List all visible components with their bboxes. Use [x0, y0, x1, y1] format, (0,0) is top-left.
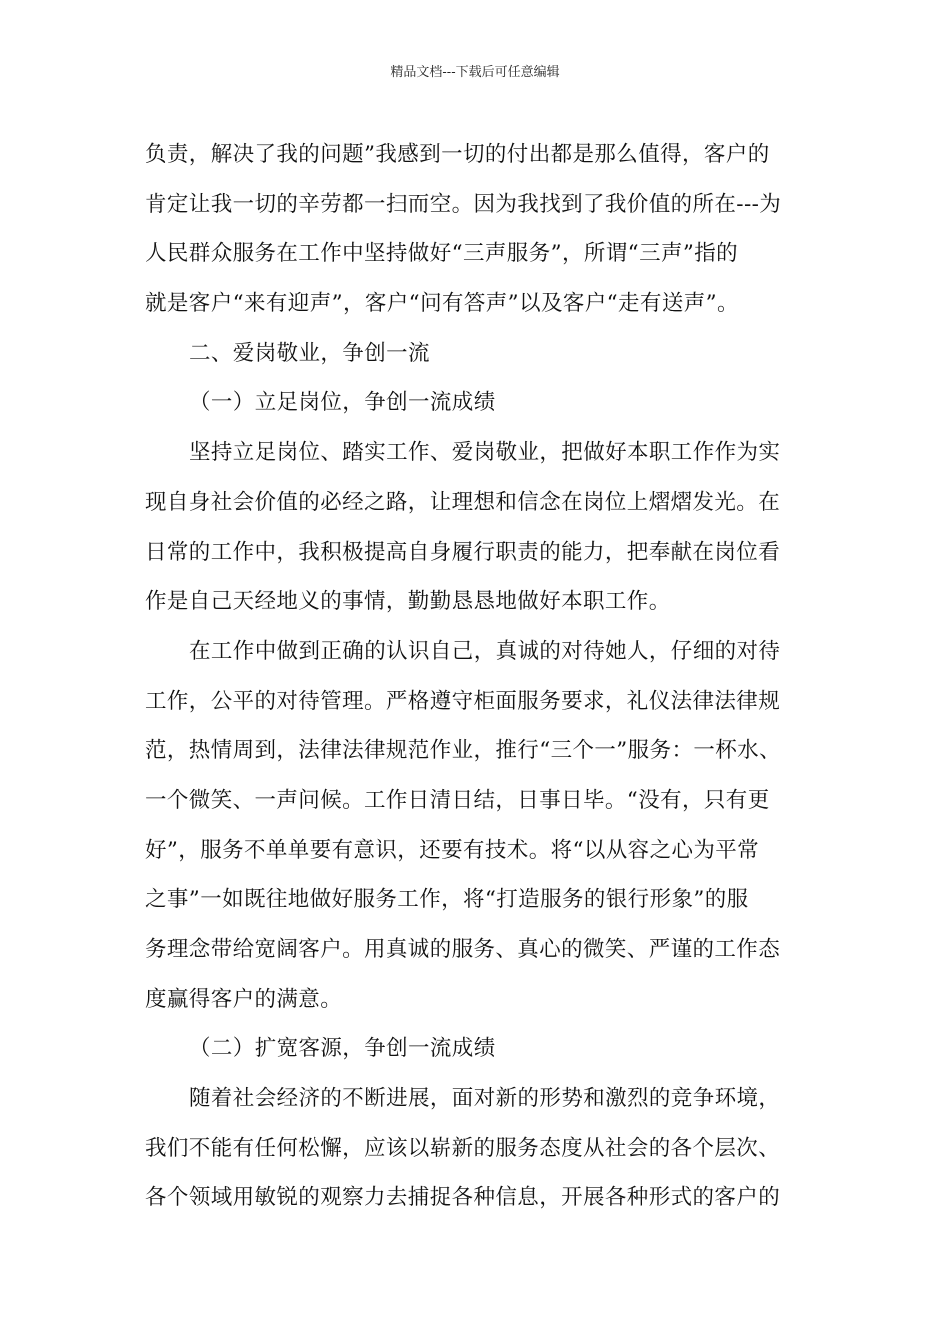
body-line: 务理念带给宽阔客户。用真诚的服务、真心的微笑、严谨的工作态 — [145, 937, 781, 962]
body-line: 随着社会经济的不断进展，面对新的形势和激烈的竞争环境， — [189, 1086, 781, 1112]
body-line: 度赢得客户的满意。 — [145, 986, 343, 1012]
page-header: 精品文档---下载后可任意编辑 — [390, 65, 560, 80]
body-line: 范，热情周到，法律法律规范作业，推行“三个一”服务：一杯水、 — [145, 738, 781, 764]
document-body — [145, 130, 825, 1223]
body-line: 人民群众服务在工作中坚持做好“三声服务”，所谓“三声”指的 — [145, 241, 739, 267]
body-line: 在工作中做到正确的认识自己，真诚的对待她人，仔细的对待 — [189, 638, 781, 664]
body-line: 就是客户“来有迎声”，客户“问有答声”以及客户“走有送声”。 — [145, 291, 739, 317]
body-line: 日常的工作中，我积极提高自身履行职责的能力，把奉献在岗位看 — [145, 539, 781, 565]
body-line: 工作，公平的对待管理。严格遵守柜面服务要求，礼仪法律法律规 — [145, 688, 781, 714]
section-heading: 二、爱岗敬业，争创一流 — [189, 340, 430, 366]
subsection-heading: （二）扩宽客源，争创一流成绩 — [189, 1036, 496, 1062]
body-line: 各个领域用敏锐的观察力去捕捉各种信息，开展各种形式的客户的 — [145, 1185, 781, 1211]
body-line: 坚持立足岗位、踏实工作、爱岗敬业，把做好本职工作作为实 — [189, 440, 781, 466]
body-line: 负责，解决了我的问题”我感到一切的付出都是那么值得，客户的 — [145, 142, 770, 167]
body-line: 现自身社会价值的必经之路，让理想和信念在岗位上熠熠发光。在 — [145, 489, 781, 515]
body-line: 作是自己天经地义的事情，勤勤恳恳地做好本职工作。 — [145, 589, 671, 615]
body-line: 肯定让我一切的辛劳都一扫而空。因为我找到了我价值的所在---为 — [145, 191, 782, 217]
body-line: 一个微笑、一声问候。工作日清日结，日事日毕。“没有，只有更 — [145, 787, 770, 813]
body-line: 好”，服务不单单要有意识，还要有技术。将“以从容之心为平常 — [145, 837, 760, 863]
subsection-heading: （一）立足岗位，争创一流成绩 — [189, 390, 496, 416]
body-line: 之事”一如既往地做好服务工作，将“打造服务的银行形象”的服 — [145, 887, 749, 913]
body-line: 我们不能有任何松懈，应该以崭新的服务态度从社会的各个层次、 — [145, 1135, 781, 1161]
